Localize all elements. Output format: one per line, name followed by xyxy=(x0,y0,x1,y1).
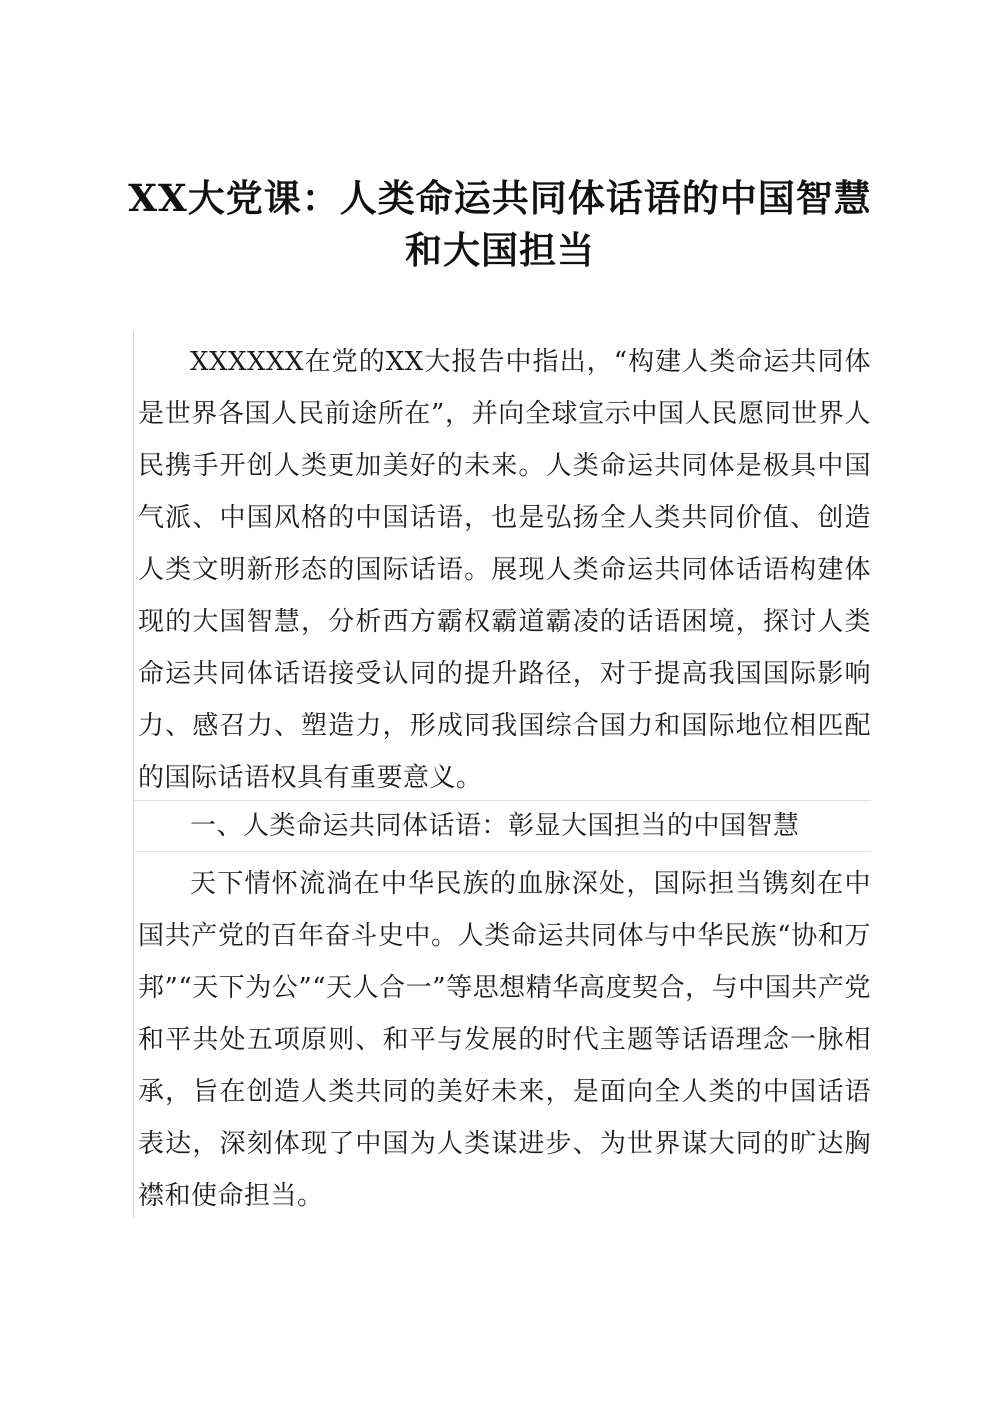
paragraph-block xyxy=(134,852,871,1218)
title-line-2: 和大国担当 xyxy=(405,228,595,272)
section-heading-block xyxy=(134,800,871,852)
body-paragraph: XXXXXX在党的XX大报告中指出，“构建人类命运共同体是世界各国人民前途所在”，并向全球宣示中国人民愿同世界人民携手开创人类更加美好的未来。人类命运共同体是极具中国气派、中国风格的中国话语，也是弘扬全人类共同价值、创造人类文明新形态的国际话语。展现人类命运共同体话语构建体现的大国智慧，分析西方霸权霸道霸凌的话语困境，探讨人类命运共同体话语接受认同的提升路径，对于提高我国国际影响力、感召力、塑造力，形成同我国综合国力和国际地位相匹配的国际话语权具有重要意义。 xyxy=(138,347,871,793)
document-title xyxy=(120,172,880,276)
document-body xyxy=(133,332,871,1218)
title-line-1: XX大党课：人类命运共同体话语的中国智慧 xyxy=(128,176,872,220)
paragraph-block xyxy=(134,332,871,800)
section-heading: 一、人类命运共同体话语：彰显大国担当的中国智慧 xyxy=(190,811,800,841)
body-paragraph: 天下情怀流淌在中华民族的血脉深处，国际担当镌刻在中国共产党的百年奋斗史中。人类命运共同体与中华民族“协和万邦”“天下为公”“天人合一”等思想精华高度契合，与中国共产党和平共处五项原则、和平与发展的时代主题等话语理念一脉相承，旨在创造人类共同的美好未来，是面向全人类的中国话语表达，深刻体现了中国为人类谋进步、为世界谋大同的旷达胸襟和使命担当。 xyxy=(138,869,871,1211)
